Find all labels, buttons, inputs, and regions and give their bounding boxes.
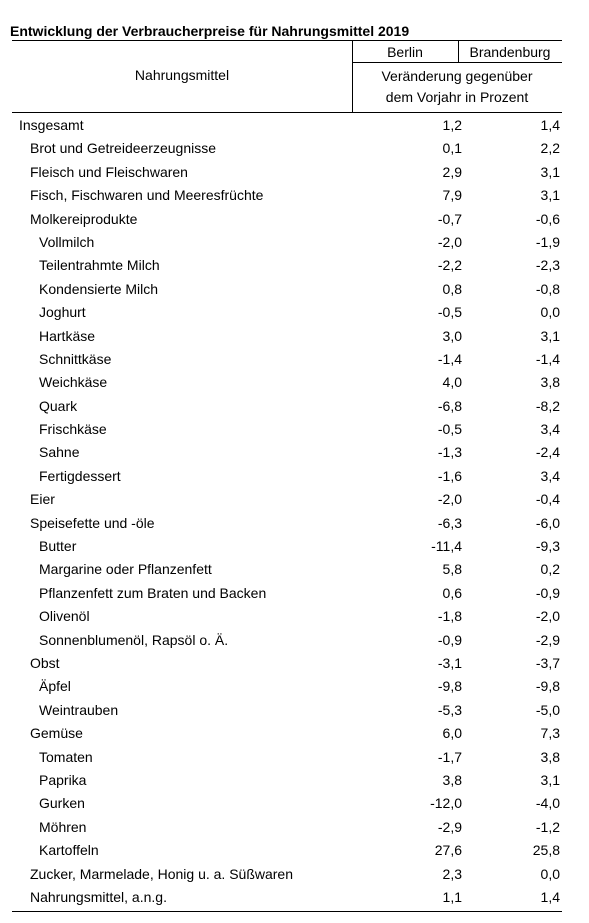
row-label: Teilentrahmte Milch [39,257,160,274]
table-bottom-rule [12,911,562,912]
brandenburg-value: 3,1 [540,187,560,204]
berlin-value: -0,5 [437,304,462,321]
berlin-value: -12,0 [430,795,462,812]
row-label: Äpfel [39,678,71,695]
row-label: Sahne [39,444,80,461]
row-label: Fisch, Fischwaren und Meeresfrüchte [30,187,264,204]
row-label: Fertigdessert [39,467,121,484]
table-row [12,512,562,535]
brandenburg-value: 3,4 [540,467,560,484]
table-row [12,161,562,184]
table-row [12,746,562,769]
row-label: Joghurt [39,304,86,321]
berlin-value: 7,9 [442,187,462,204]
brandenburg-value: 2,2 [540,140,560,157]
table-row [12,535,562,558]
row-label: Fleisch und Fleischwaren [30,163,188,180]
row-label: Margarine oder Pflanzenfett [39,561,212,578]
row-label: Kondensierte Milch [39,280,159,297]
brandenburg-value: 3,1 [540,771,560,788]
brandenburg-value: -9,3 [535,538,560,555]
berlin-value: -1,7 [437,748,462,765]
brandenburg-value: -6,0 [535,514,560,531]
table-row [12,886,562,909]
brandenburg-value: 3,8 [540,748,560,765]
brandenburg-value: 1,4 [540,117,560,133]
table-row [12,231,562,254]
table-row [12,839,562,862]
table-row [12,278,562,301]
table-row [12,629,562,652]
brandenburg-value: -0,9 [535,584,560,601]
row-label: Tomaten [39,748,93,765]
table-row [12,441,562,464]
row-label: Hartkäse [39,327,96,344]
table-row [12,582,562,605]
brandenburg-value: 0,0 [540,304,560,321]
header-bottom-rule [12,112,562,113]
table-row [12,816,562,839]
col-brandenburg-header: Brandenburg [469,44,551,60]
berlin-value: -0,5 [437,421,462,438]
berlin-value: -0,9 [437,631,462,648]
berlin-value: 0,8 [442,280,462,297]
brandenburg-value: -1,4 [535,350,560,367]
row-label: Pflanzenfett zum Braten und Backen [39,584,267,601]
berlin-value: 4,0 [442,374,462,391]
table-row [12,605,562,628]
table-row [12,558,562,581]
table-row [12,254,562,277]
table-row [12,301,562,324]
region-underline [352,62,562,63]
row-label: Sonnenblumenöl, Rapsöl o. Ä. [39,631,229,648]
berlin-value: 1,1 [442,888,462,905]
table-row [12,792,562,815]
berlin-value: 3,0 [442,327,462,344]
brandenburg-value: -2,4 [535,444,560,461]
row-label: Olivenöl [39,608,90,625]
berlin-value: -6,8 [437,397,462,414]
brandenburg-value: -0,4 [535,491,560,508]
row-label: Speisefette und -öle [30,514,155,531]
row-label: Molkereiprodukte [30,210,138,227]
berlin-value: 3,8 [442,771,462,788]
table-row [12,652,562,675]
brandenburg-value: -0,8 [535,280,560,297]
row-label: Paprika [39,771,87,788]
berlin-value: -9,8 [437,678,462,695]
brandenburg-value: 3,1 [540,327,560,344]
table-title: Entwicklung der Verbraucherpreise für Nahrungsmittel 2019 [10,23,410,39]
table-row [12,699,562,722]
berlin-value: -0,7 [437,210,462,227]
brandenburg-value: -9,8 [535,678,560,695]
berlin-value: -1,8 [437,608,462,625]
row-label: Quark [39,397,78,414]
row-label: Frischkäse [39,421,107,438]
berlin-value: -11,4 [431,538,462,555]
brandenburg-value: -3,7 [535,654,560,671]
row-label: Schnittkäse [39,350,112,367]
berlin-value: -1,3 [437,444,462,461]
row-label: Zucker, Marmelade, Honig u. a. Süßwaren [30,865,294,882]
row-label: Weichkäse [39,374,108,391]
table-body [12,114,562,909]
table-row [12,675,562,698]
brandenburg-value: 3,4 [540,421,560,438]
berlin-value: -1,6 [437,467,462,484]
brandenburg-value: -2,3 [535,257,560,274]
row-label: Vollmilch [39,233,95,250]
table-row [12,418,562,441]
berlin-value: 0,1 [442,140,462,157]
brandenburg-value: 25,8 [532,842,560,859]
row-label: Gurken [39,795,85,812]
row-label: Gemüse [30,725,83,742]
berlin-value: -3,1 [437,654,462,671]
table-row [12,488,562,511]
brandenburg-value: -0,6 [535,210,560,227]
berlin-value: 2,3 [442,865,462,882]
brandenburg-value: -1,2 [535,818,560,835]
row-label: Eier [30,491,55,508]
brandenburg-value: 7,3 [540,725,560,742]
row-label: Butter [39,538,77,555]
berlin-value: -2,0 [437,491,462,508]
berlin-value: 27,6 [434,842,462,859]
row-label: Weintrauben [39,701,119,718]
subheader-line1: Veränderung gegenüber [381,68,533,84]
row-label-header: Nahrungsmittel [134,67,230,83]
berlin-value: 5,8 [442,561,462,578]
berlin-value: -6,3 [437,514,462,531]
brandenburg-value: 1,4 [540,888,560,905]
table-row [12,348,562,371]
brandenburg-value: -4,0 [535,795,560,812]
berlin-value: 1,2 [442,117,462,133]
berlin-value: -5,3 [437,701,462,718]
berlin-value: 6,0 [442,725,462,742]
header-top-rule [12,40,562,41]
table-row [12,863,562,886]
table-row [12,371,562,394]
brandenburg-value: 3,1 [540,163,560,180]
row-label: Nahrungsmittel, a.n.g. [30,888,167,905]
table-row [12,465,562,488]
brandenburg-value: 3,8 [540,374,560,391]
row-label: Brot und Getreideerzeugnisse [30,140,216,157]
table-row [12,208,562,231]
brandenburg-value: -1,9 [535,233,560,250]
subheader-line2: dem Vorjahr in Prozent [385,89,529,105]
col-berlin-header: Berlin [387,44,423,60]
brandenburg-value: -8,2 [535,397,560,414]
table-row [12,137,562,160]
brandenburg-value: 0,0 [540,865,560,882]
row-label: Insgesamt [19,117,84,133]
brandenburg-value: 0,2 [540,561,560,578]
table-row [12,325,562,348]
table-row [12,114,562,137]
row-label: Möhren [39,818,87,835]
table-row [12,395,562,418]
brandenburg-value: -2,0 [535,608,560,625]
table-row [12,722,562,745]
brandenburg-value: -2,9 [535,631,560,648]
row-label: Kartoffeln [39,842,99,859]
berlin-value: -1,4 [437,350,462,367]
row-label: Obst [30,654,60,671]
berlin-value: 0,6 [442,584,462,601]
berlin-value: -2,9 [437,818,462,835]
berlin-value: -2,2 [437,257,462,274]
berlin-value: -2,0 [437,233,462,250]
table-row [12,184,562,207]
berlin-value: 2,9 [442,163,462,180]
table-row [12,769,562,792]
brandenburg-value: -5,0 [535,701,560,718]
